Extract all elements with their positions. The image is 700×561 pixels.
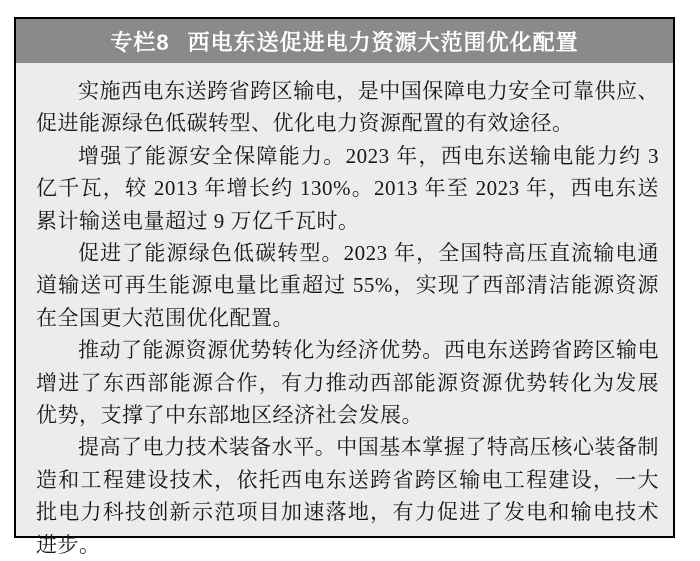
- box-header-label: 专栏8: [110, 29, 170, 55]
- paragraph-technology-equipment: 提高了电力技术装备水平。中国基本掌握了特高压核心装备制造和工程建设技术，依托西电东送跨省跨区输电工程建设，一大批电力科技创新示范项目加速落地，有力促进了发电和输电技术进步。: [36, 435, 659, 557]
- paragraph-economic-advantage: 推动了能源资源优势转化为经济优势。西电东送跨省跨区输电增进了东西部能源合作，有力推动西部能源资源优势转化为发展优势，支撑了中东部地区经济社会发展。: [36, 338, 659, 428]
- paragraph-intro: 实施西电东送跨省跨区输电，是中国保障电力安全可靠供应、促进能源绿色低碳转型、优化电力资源配置的有效途径。: [36, 79, 659, 136]
- box-header-title: 西电东送促进电力资源大范围优化配置: [187, 29, 579, 55]
- paragraph-green-transition: 促进了能源绿色低碳转型。2023 年，全国特高压直流输电通道输送可再生能源电量比重超过 55%，实现了西部清洁能源资源在全国更大范围优化配置。: [36, 241, 659, 330]
- box-header: [16, 19, 673, 63]
- paragraph-energy-security: 增强了能源安全保障能力。2023 年，西电东送输电能力约 3 亿千瓦，较 2013 年增长约 130%。2013 年至 2023 年，西电东送累计输送电量超过 9 万亿千瓦时。: [36, 143, 659, 233]
- column-box: [14, 17, 675, 557]
- box-body: [16, 63, 673, 561]
